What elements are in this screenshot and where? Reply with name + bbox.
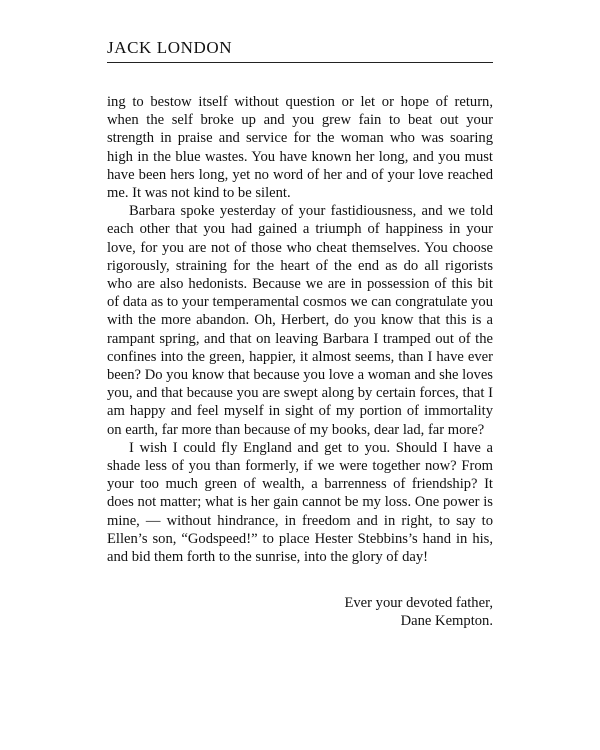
running-head: JACK LONDON xyxy=(107,38,493,63)
signature: Dane Kempton. xyxy=(400,613,493,630)
paragraph-barbara: Barbara spoke yesterday of your fastidiousness, and we told each other that you had gained a triumph of happiness in your love, for you are not of those who cheat themselves. You choose rigorously, straining for the heart of the end as do all rigorists who are also hedonists. Because we are in possession of this bit of data as to your temperamental cosmos we can congratulate you with the more abandon. Oh, Herbert, do you know that this is a rampant spring, and that on leaving Barbara I tramped out of the confines into the green, happier, it almost seems, than I have ever been? Do you know that because you love a woman and she loves you, and that because you are swept along by certain forces, that I am happy and feel myself in sight of my portion of immortality on earth, far more than because of my books, dear lad, far more? xyxy=(107,203,493,438)
book-page xyxy=(107,38,493,631)
paragraph-england: I wish I could fly England and get to you. Should I have a shade less of you than formerly, if we were together now? From your too much green of wealth, a barrenness of friendship? It does not matter; what is her gain cannot be my loss. One power is mine, — without hindrance, in freedom and in right, to say to Ellen’s son, “Godspeed!” to place Hester Stebbins’s hand in his, and bid them forth to the sunrise, into the glory of day! xyxy=(107,439,493,566)
valediction: Ever your devoted father, xyxy=(344,595,493,612)
letter-closing xyxy=(107,594,493,630)
letter-body xyxy=(107,93,493,566)
paragraph-continuation: ing to bestow itself without question or let or hope of return, when the self broke up and you grew fain to beat out your strength in praise and service for the woman who was soaring high in the blue wastes. You have known her long, and you must have been hers long, yet no word of her and of your love reached me. It was not kind to be silent. xyxy=(107,94,493,202)
